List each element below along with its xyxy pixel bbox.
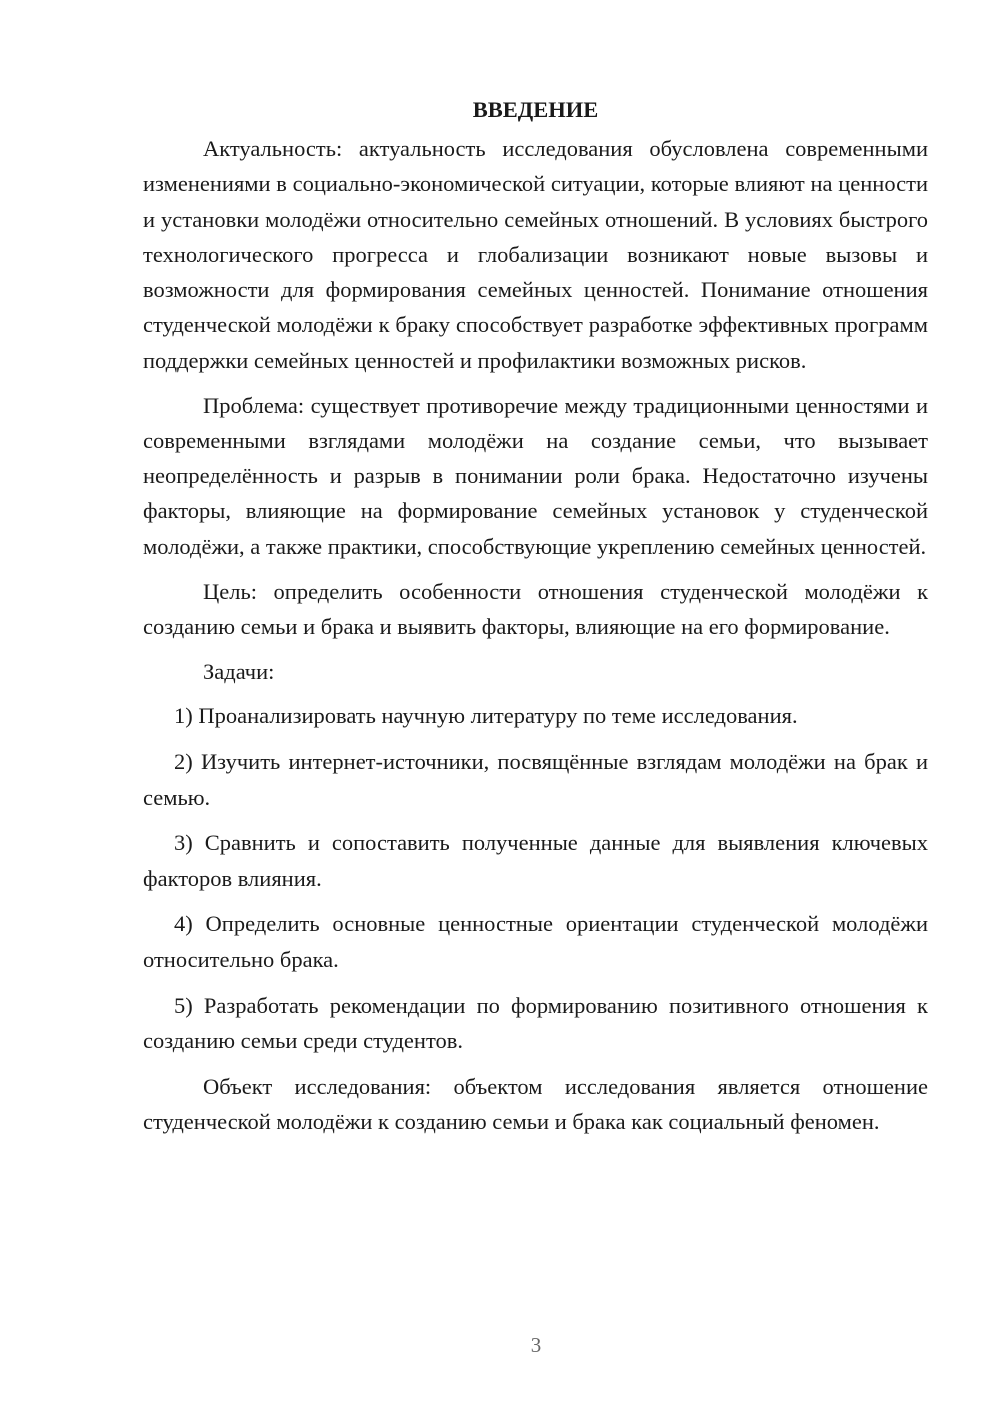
tasks-heading: Задачи: bbox=[203, 658, 275, 684]
goal-paragraph: Цель: определить особенности отношения студенческой молодёжи к созданию семьи и брака и выявить факторы, влияющие на его формирование. bbox=[143, 578, 928, 639]
task-item-5: 5) Разработать рекомендации по формированию позитивного отношения к созданию семьи среди студентов. bbox=[143, 992, 928, 1053]
page-content bbox=[143, 92, 928, 1149]
task-item-4: 4) Определить основные ценностные ориентации студенческой молодёжи относительно брака. bbox=[143, 911, 928, 972]
object-paragraph: Объект исследования: объектом исследования является отношение студенческой молодёжи к созданию семьи и брака как социальный феномен. bbox=[143, 1073, 928, 1134]
task-item-1: 1) Проанализировать научную литературу по теме исследования. bbox=[174, 703, 798, 729]
task-item-2: 2) Изучить интернет-источники, посвящённые взглядам молодёжи на брак и семью. bbox=[143, 749, 928, 810]
problem-paragraph: Проблема: существует противоречие между традиционными ценностями и современными взглядами молодёжи на создание семьи, что вызывает неопределённость и разрыв в понимании роли брака. Недостаточно изучены факторы, влияющие на формирование семейных установок у студенческой молодёжи, а также практики, способствующие укреплению семейных ценностей. bbox=[143, 392, 928, 559]
section-title: ВВЕДЕНИЕ bbox=[472, 97, 599, 122]
relevance-paragraph: Актуальность: актуальность исследования обусловлена современными изменениями в социально-экономической ситуации, которые влияют на ценности и установки молодёжи относительно семейных отношений. В условиях быстрого технологического прогресса и глобализации возникают новые вызовы и возможности для формирования семейных ценностей. Понимание отношения студенческой молодёжи к браку способствует разработке эффективных программ поддержки семейных ценностей и профилактики возможных рисков. bbox=[143, 136, 928, 373]
task-item-3: 3) Сравнить и сопоставить полученные данные для выявления ключевых факторов влияния. bbox=[143, 830, 928, 891]
page-number: 3 bbox=[530, 1333, 542, 1357]
